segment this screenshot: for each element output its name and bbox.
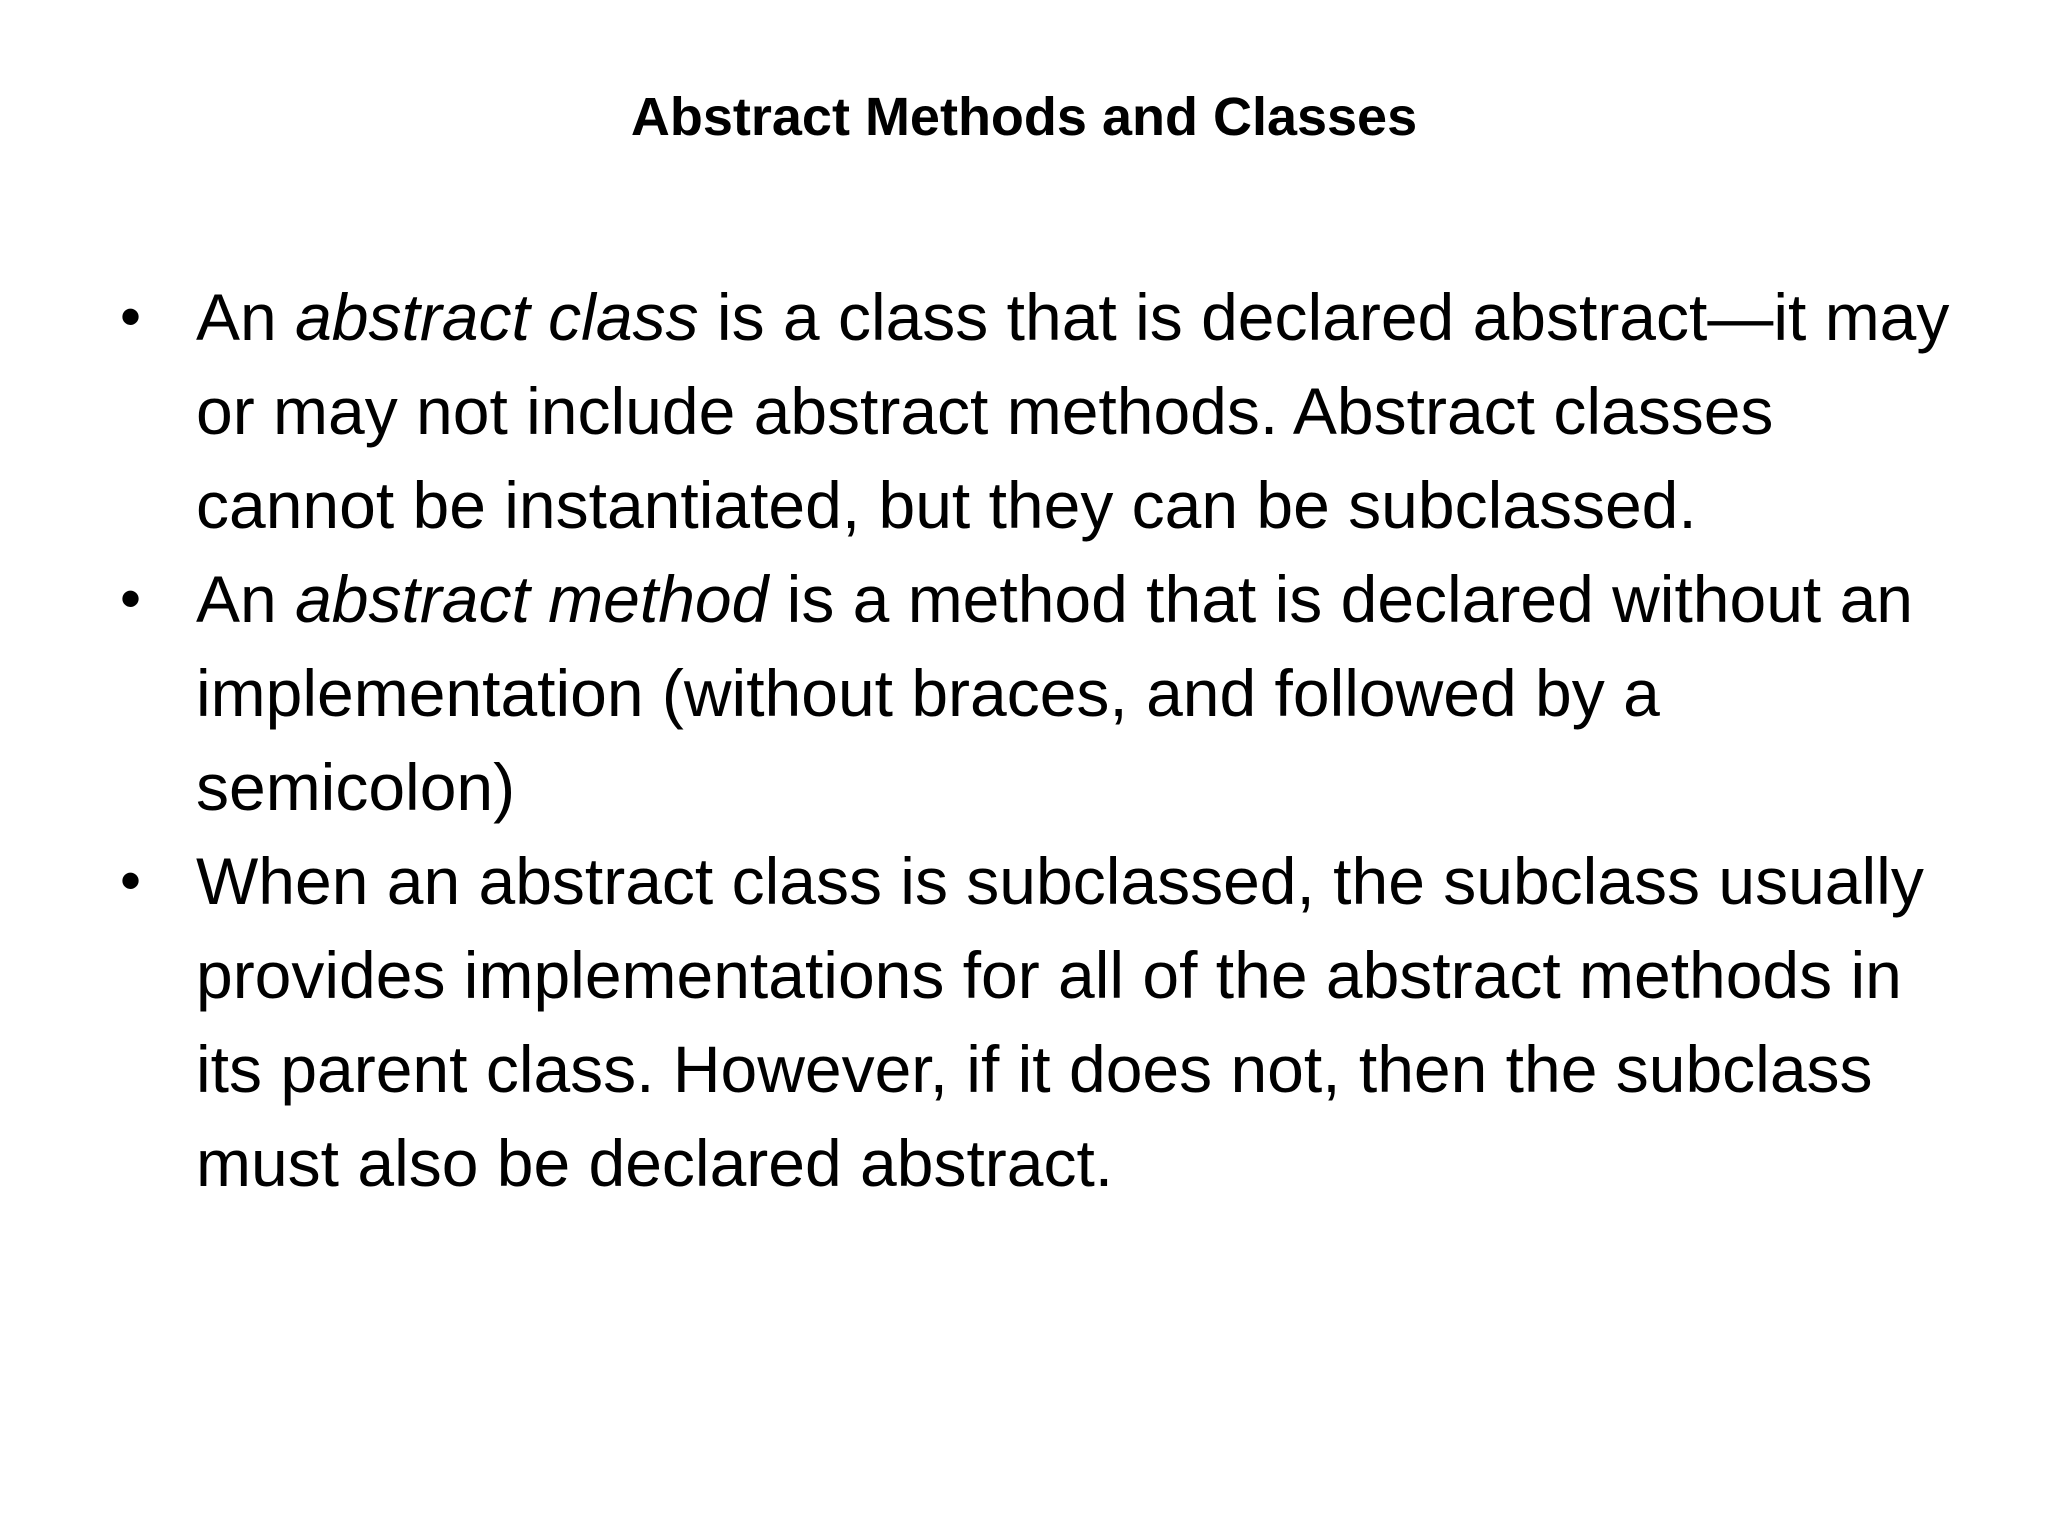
bullet-lead: When an abstract class is subclassed, the subclass usually provides implementations for all of the abstract methods in its parent class. However, if it does not, then the subclass must also be declared abstract. [196, 844, 1924, 1200]
bullet-emphasis: abstract method [295, 562, 769, 636]
bullet-dot-icon: • [120, 847, 142, 914]
bullet-text [196, 844, 1924, 1200]
bullet-rest: is a method that is declared without an implementation (without braces, and followed by a semicolon) [196, 562, 1913, 824]
bullet-list [120, 270, 1980, 1210]
bullet-dot-icon: • [120, 565, 142, 632]
bullet-dot-icon: • [120, 283, 142, 350]
bullet-item [120, 270, 1980, 552]
bullet-item [120, 834, 1980, 1210]
bullet-text [196, 562, 1913, 824]
bullet-lead: An [196, 562, 296, 636]
bullet-text [196, 280, 1949, 542]
bullet-lead: An [196, 280, 296, 354]
bullet-item [120, 552, 1980, 834]
slide-title: Abstract Methods and Classes [630, 87, 1418, 147]
bullet-rest: is a class that is declared abstract—it may or may not include abstract methods. Abstract classes cannot be instantiated, but they can be subclassed. [196, 280, 1950, 542]
bullet-emphasis: abstract class [295, 280, 699, 354]
